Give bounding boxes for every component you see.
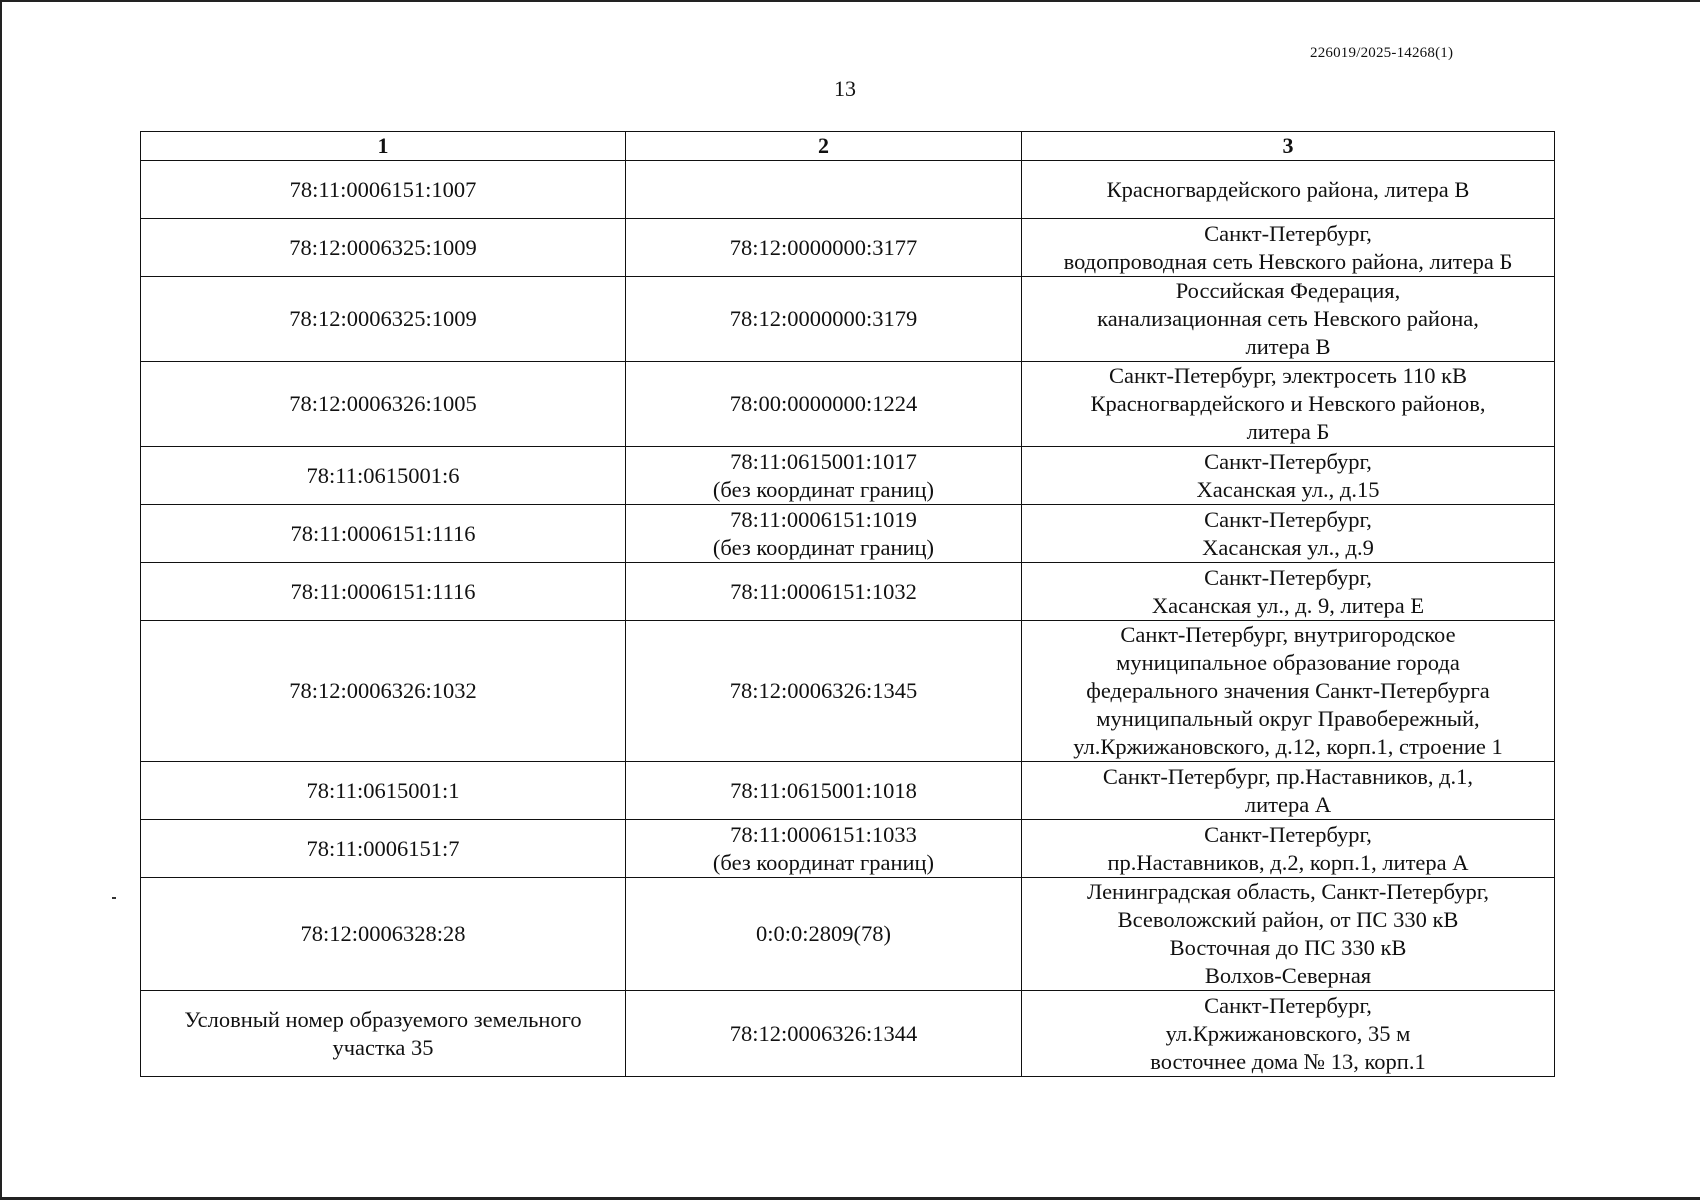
address-cell: Санкт-Петербург, пр.Наставников, д.2, корп.1, литера А <box>1022 820 1555 878</box>
table-row <box>141 219 1555 277</box>
object-number-cell: 78:11:0006151:1032 <box>626 563 1022 621</box>
table-row <box>141 277 1555 362</box>
address-cell: Санкт-Петербург, ул.Кржижановского, 35 м восточнее дома № 13, корп.1 <box>1022 991 1555 1077</box>
object-number-cell: 78:11:0615001:1018 <box>626 762 1022 820</box>
land-plot-number-cell: 78:11:0006151:1007 <box>141 161 626 219</box>
object-number-cell <box>626 161 1022 219</box>
object-number-cell: 78:12:0000000:3177 <box>626 219 1022 277</box>
address-cell: Санкт-Петербург, Хасанская ул., д. 9, литера Е <box>1022 563 1555 621</box>
object-number-cell: 78:11:0006151:1033 (без координат границ) <box>626 820 1022 878</box>
land-plot-number-cell: 78:11:0006151:1116 <box>141 563 626 621</box>
page-number: 13 <box>834 76 856 101</box>
table-row <box>141 161 1555 219</box>
object-number-cell: 78:11:0615001:1017 (без координат границ) <box>626 447 1022 505</box>
land-plot-number-cell: 78:11:0615001:1 <box>141 762 626 820</box>
object-number-cell: 78:00:0000000:1224 <box>626 362 1022 447</box>
object-number-cell: 78:11:0006151:1019 (без координат границ) <box>626 505 1022 563</box>
table-row <box>141 762 1555 820</box>
scan-speck <box>112 897 116 899</box>
object-number-cell: 78:12:0006326:1345 <box>626 621 1022 762</box>
object-number-cell: 0:0:0:2809(78) <box>626 878 1022 991</box>
address-cell: Санкт-Петербург, водопроводная сеть Невского района, литера Б <box>1022 219 1555 277</box>
column-header-2: 2 <box>626 132 1022 161</box>
table-row <box>141 505 1555 563</box>
address-cell: Санкт-Петербург, электросеть 110 кВ Красногвардейского и Невского районов, литера Б <box>1022 362 1555 447</box>
address-cell: Санкт-Петербург, Хасанская ул., д.9 <box>1022 505 1555 563</box>
page-border-top <box>0 0 1700 2</box>
page-border-left <box>0 0 2 1200</box>
land-plot-number-cell: 78:12:0006326:1005 <box>141 362 626 447</box>
address-cell: Ленинградская область, Санкт-Петербург, Всеволожский район, от ПС 330 кВ Восточная до ПС 330 кВ Волхов-Северная <box>1022 878 1555 991</box>
object-number-cell: 78:12:0000000:3179 <box>626 277 1022 362</box>
table-row <box>141 991 1555 1077</box>
table-row <box>141 878 1555 991</box>
table-row <box>141 621 1555 762</box>
land-plot-number-cell: 78:12:0006326:1032 <box>141 621 626 762</box>
table-row <box>141 563 1555 621</box>
cadastral-table <box>140 131 1555 1077</box>
column-header-3: 3 <box>1022 132 1555 161</box>
land-plot-number-cell: 78:11:0615001:6 <box>141 447 626 505</box>
table-row <box>141 362 1555 447</box>
land-plot-number-cell: 78:12:0006325:1009 <box>141 219 626 277</box>
land-plot-number-cell: 78:11:0006151:7 <box>141 820 626 878</box>
land-plot-number-cell: 78:12:0006325:1009 <box>141 277 626 362</box>
land-plot-number-cell: 78:11:0006151:1116 <box>141 505 626 563</box>
address-cell: Санкт-Петербург, внутригородское муниципальное образование города федерального значения Санкт-Петербурга муниципальный округ Правобережный, ул.Кржижановского, д.12, корп.1, строение 1 <box>1022 621 1555 762</box>
address-cell: Российская Федерация, канализационная сеть Невского района, литера В <box>1022 277 1555 362</box>
address-cell: Санкт-Петербург, Хасанская ул., д.15 <box>1022 447 1555 505</box>
object-number-cell: 78:12:0006326:1344 <box>626 991 1022 1077</box>
land-plot-number-cell: 78:12:0006328:28 <box>141 878 626 991</box>
address-cell: Красногвардейского района, литера В <box>1022 161 1555 219</box>
land-plot-number-cell: Условный номер образуемого земельного участка 35 <box>141 991 626 1077</box>
table-header-row <box>141 132 1555 161</box>
table-row <box>141 447 1555 505</box>
column-header-1: 1 <box>141 132 626 161</box>
address-cell: Санкт-Петербург, пр.Наставников, д.1, литера А <box>1022 762 1555 820</box>
table-row <box>141 820 1555 878</box>
document-registration-number: 226019/2025-14268(1) <box>1310 45 1454 61</box>
